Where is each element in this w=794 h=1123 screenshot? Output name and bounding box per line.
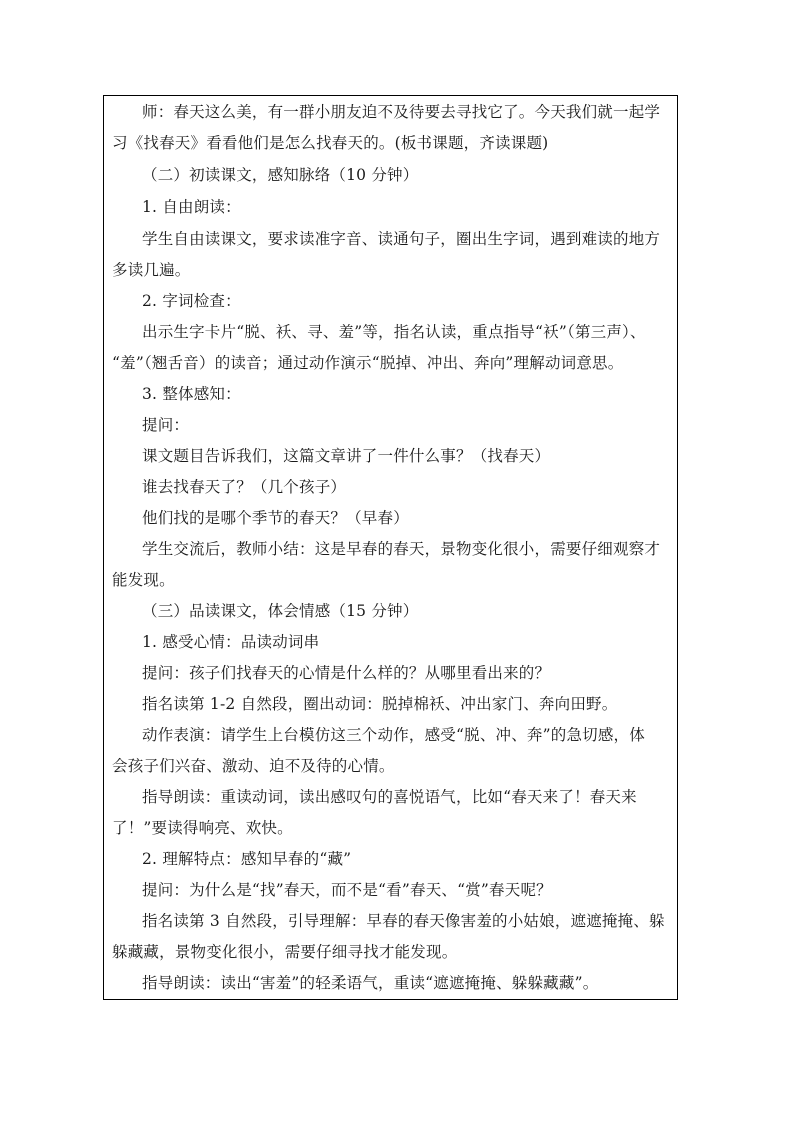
paragraph-line: 学生自由读课文，要求读准字音、读通句子，圈出生字词，遇到难读的地方 [142,230,661,248]
paragraph-line: 出示生字卡片“脱、袄、寻、羞”等，指名认读，重点指导“袄”（第三声）、 [142,323,646,341]
paragraph-line: 能发现。 [112,571,175,589]
step-heading: 2. 字词检查： [142,292,241,310]
paragraph-line: 指导朗读：读出“害羞”的轻柔语气，重读“遮遮掩掩、躲躲藏藏”。 [142,974,599,992]
paragraph-line: 习《找春天》看看他们是怎么找春天的。(板书课题，齐读课题) [112,134,549,152]
paragraph-line: 多读几遍。 [112,261,191,279]
paragraph-line: 指导朗读：重读动词，读出感叹句的喜悦语气，比如“春天来了！春天来 [142,788,637,806]
step-heading: 1. 感受心情：品读动词串 [142,633,320,651]
paragraph-line: 师：春天这么美，有一群小朋友迫不及待要去寻找它了。今天我们就一起学 [142,103,661,121]
paragraph-line: 课文题目告诉我们，这篇文章讲了一件什么事？（找春天） [142,447,551,465]
paragraph-line: 了！”要读得响亮、欢快。 [112,819,293,837]
paragraph-line: 躲藏藏，景物变化很小，需要仔细寻找才能发现。 [112,943,458,961]
paragraph-line: 会孩子们兴奋、激动、迫不及待的心情。 [112,757,395,775]
paragraph-line: 谁去找春天了？（几个孩子） [142,478,347,496]
step-heading: 2. 理解特点：感知早春的“藏” [142,850,352,868]
paragraph-line: 提问：孩子们找春天的心情是什么样的？从哪里看出来的？ [142,664,551,682]
paragraph-line: 学生交流后，教师小结：这是早春的春天，景物变化很小，需要仔细观察才 [142,540,661,558]
step-heading: 3. 整体感知： [142,385,241,403]
paragraph-line: 指名读第 1-2 自然段，圈出动词：脱掉棉袄、冲出家门、奔向田野。 [142,695,618,713]
paragraph-line: 动作表演：请学生上台模仿这三个动作，感受“脱、冲、奔”的急切感，体 [142,726,645,744]
step-heading: 1. 自由朗读： [142,198,241,216]
paragraph-line: “羞”（翘舌音）的读音；通过动作演示“脱掉、冲出、奔向”理解动词意思。 [112,354,624,372]
paragraph-line: 指名读第 3 自然段，引导理解：早春的春天像害羞的小姑娘，遮遮掩掩、躲 [142,912,665,930]
paragraph-line: 提问： [142,416,190,434]
section-heading: （二）初读课文，感知脉络（10 分钟） [142,166,419,184]
paragraph-line: 提问：为什么是“找”春天，而不是“看”春天、“赏”春天呢？ [142,881,552,899]
paragraph-line: 他们找的是哪个季节的春天？（早春） [142,509,409,527]
section-heading: （三）品读课文，体会情感（15 分钟） [142,602,419,620]
